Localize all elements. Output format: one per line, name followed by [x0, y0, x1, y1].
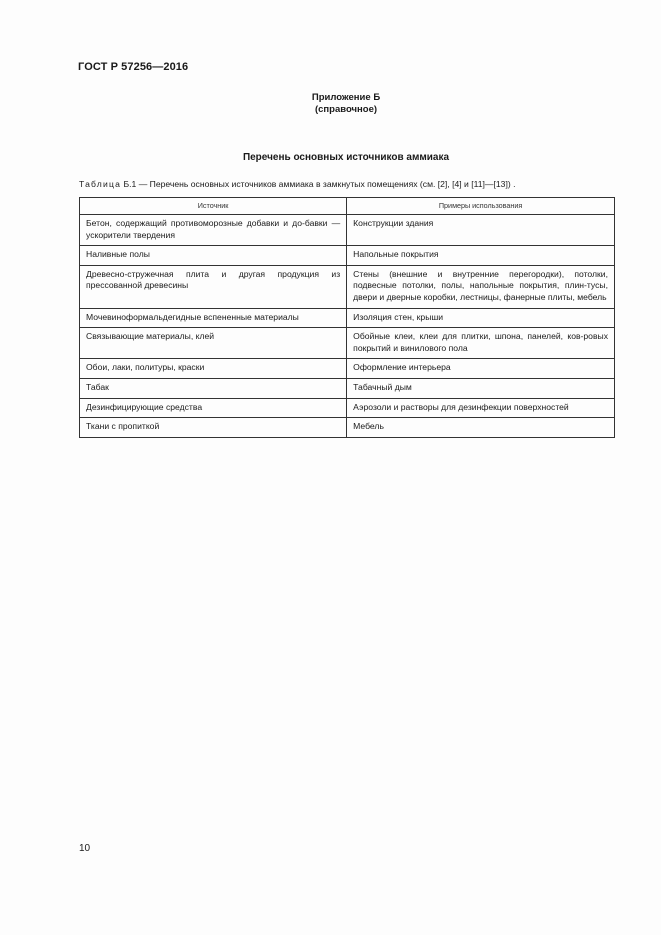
source-cell: Дезинфицирующие средства — [80, 398, 347, 418]
page-number: 10 — [79, 843, 91, 854]
use-cell: Изоляция стен, крыши — [347, 308, 615, 328]
appendix-subtitle: (справочное) — [314, 104, 378, 115]
source-cell: Мочевиноформальдегидные вспененные материалы — [80, 308, 347, 328]
table-row — [80, 328, 615, 359]
use-cell: Аэрозоли и растворы для дезинфекции поверхностей — [347, 398, 615, 418]
appendix-heading — [0, 92, 661, 116]
table-row — [80, 308, 615, 328]
table-caption-text: Б.1 — Перечень основных источников аммиака в замкнутых помещениях (см. [2], [4] и [11]—[13]) . — [121, 179, 516, 189]
use-cell: Табачный дым — [347, 378, 615, 398]
source-cell: Обои, лаки, политуры, краски — [80, 359, 347, 379]
ammonia-sources-table — [79, 197, 615, 438]
section-title: Перечень основных источников аммиака — [242, 152, 450, 163]
source-cell: Древесно-стружечная плита и другая продукция из прессованной древесины — [80, 265, 347, 308]
source-cell: Бетон, содержащий противоморозные добавки и до-бавки — ускорители твердения — [80, 215, 347, 246]
use-cell: Конструкции здания — [347, 215, 615, 246]
table-caption — [79, 179, 515, 189]
table-row — [80, 265, 615, 308]
table-row — [80, 418, 615, 438]
table-header-row — [80, 198, 615, 215]
document-code: ГОСТ Р 57256—2016 — [78, 61, 189, 73]
table-row — [80, 398, 615, 418]
table-caption-label: Таблица — [79, 179, 122, 189]
use-cell: Стены (внешние и внутренние перегородки), потолки, подвесные потолки, полы, напольные покрытия, плин-тусы, двери и дверные коробки, лестницы, фанерные плиты, мебель — [347, 265, 615, 308]
column-header-source: Источник — [80, 198, 347, 215]
use-cell: Мебель — [347, 418, 615, 438]
use-cell: Оформление интерьера — [347, 359, 615, 379]
table-row — [80, 359, 615, 379]
source-cell: Связывающие материалы, клей — [80, 328, 347, 359]
column-header-use: Примеры использования — [347, 198, 615, 215]
table-row — [80, 246, 615, 266]
appendix-title: Приложение Б — [311, 92, 381, 103]
source-cell: Табак — [80, 378, 347, 398]
table-row — [80, 215, 615, 246]
use-cell: Напольные покрытия — [347, 246, 615, 266]
table-row — [80, 378, 615, 398]
use-cell: Обойные клеи, клеи для плитки, шпона, панелей, ков-ровых покрытий и винилового пола — [347, 328, 615, 359]
source-cell: Наливные полы — [80, 246, 347, 266]
source-cell: Ткани с пропиткой — [80, 418, 347, 438]
